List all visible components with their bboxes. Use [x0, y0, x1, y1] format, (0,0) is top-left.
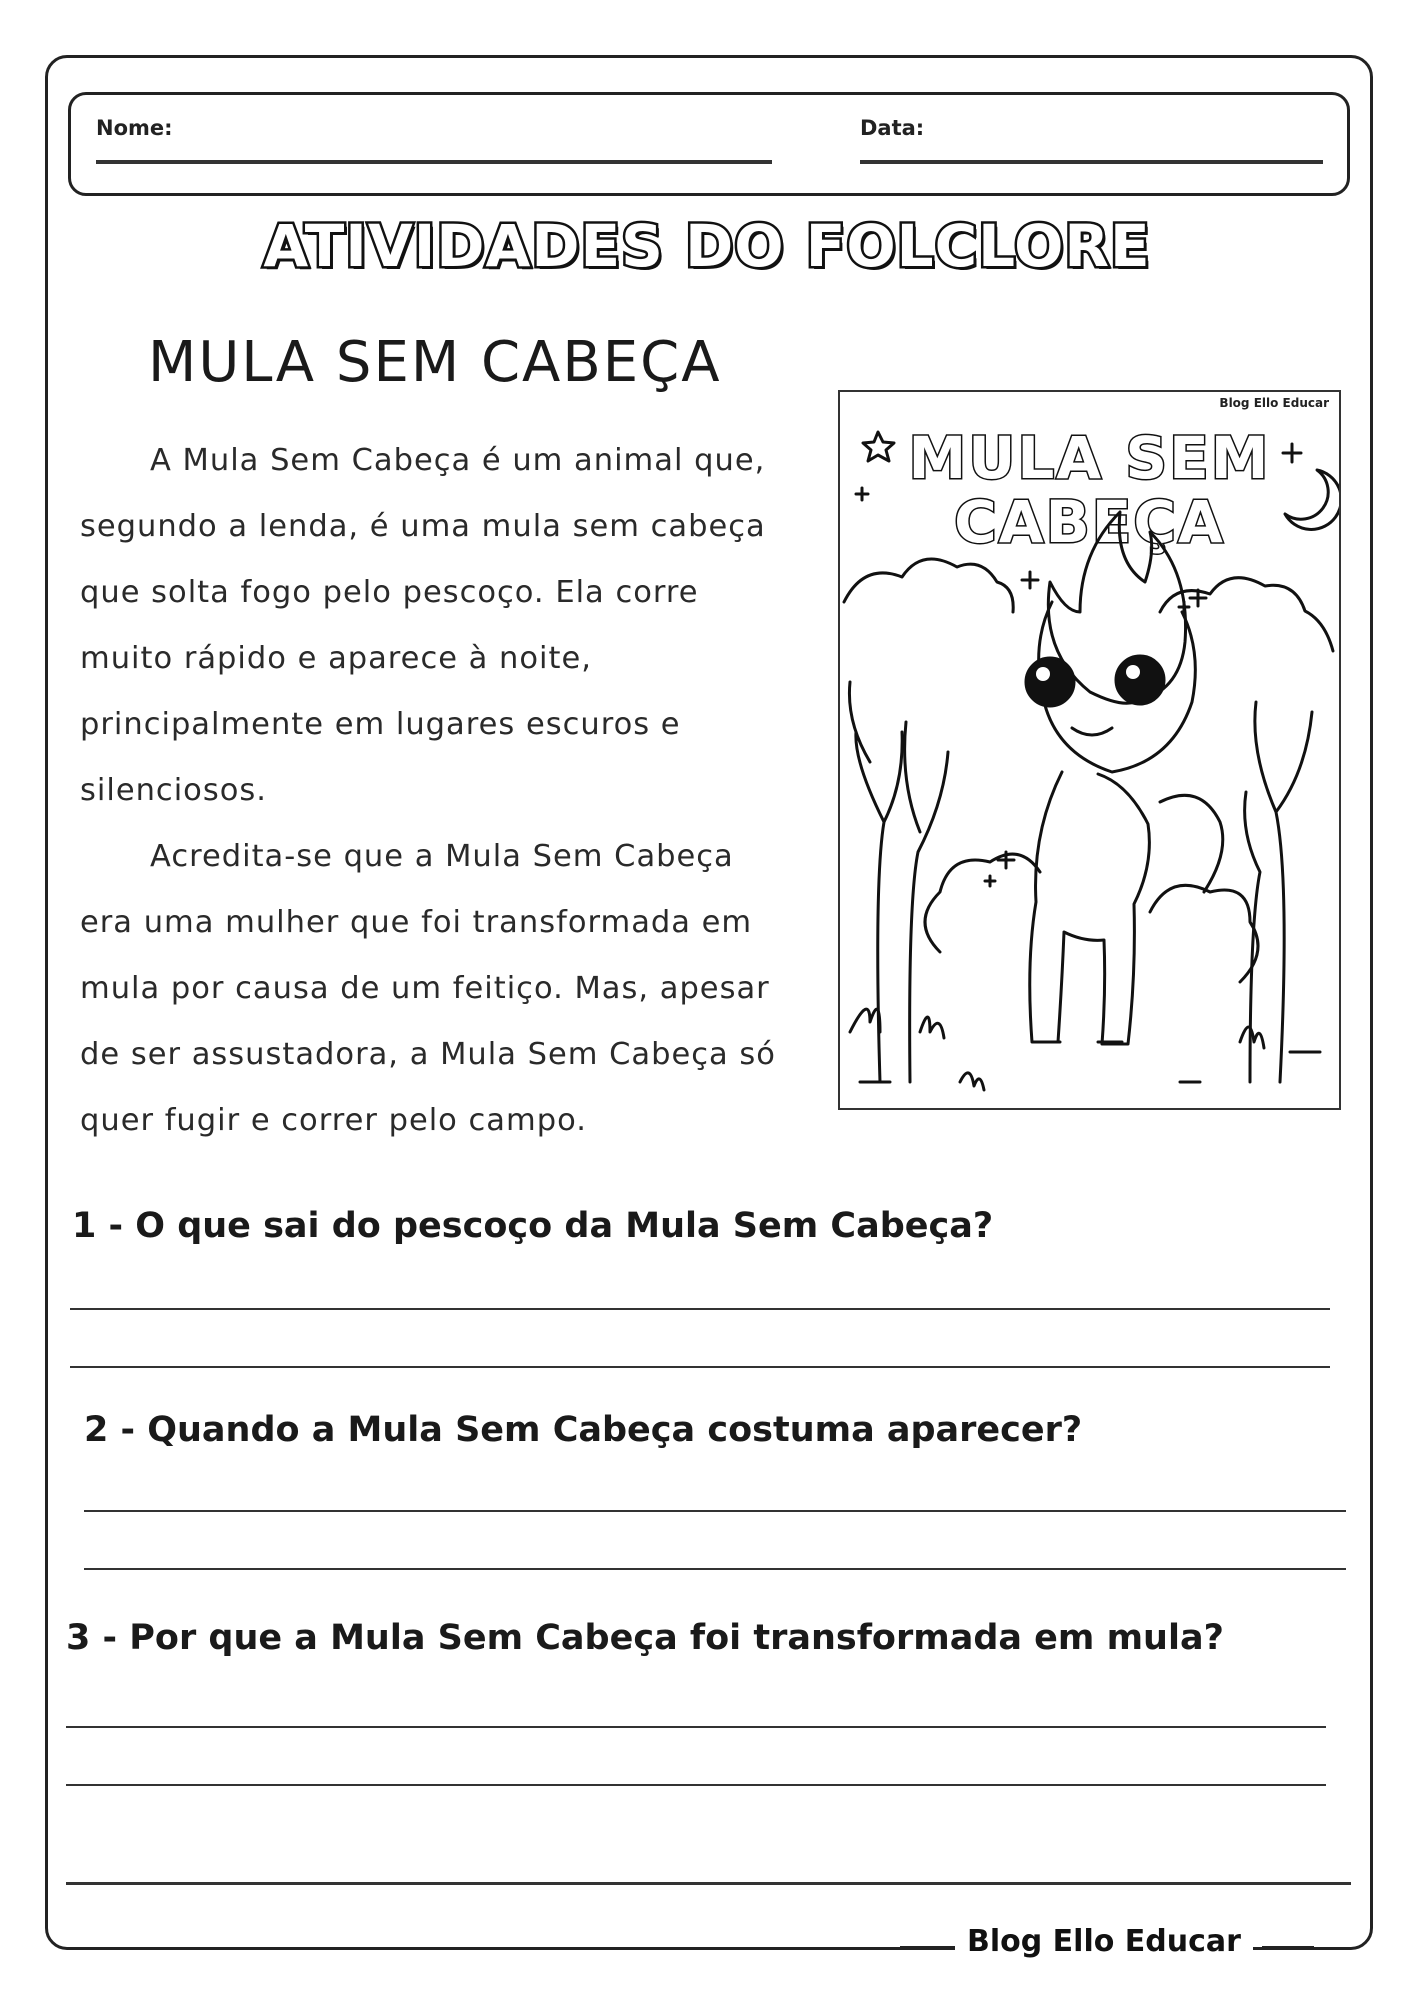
answer-line[interactable]	[66, 1784, 1326, 1786]
date-field[interactable]	[860, 160, 1323, 164]
story-text	[80, 428, 842, 1154]
footer-brand: Blog Ello Educar	[955, 1924, 1253, 1959]
story-line: silenciosos.	[80, 773, 267, 808]
footer-rule-right	[1262, 1946, 1314, 1949]
mule-drawing	[840, 392, 1339, 1108]
illustration-title-line2: CABEÇA	[954, 488, 1225, 556]
name-label: Nome:	[96, 116, 173, 140]
story-line: muito rápido e aparece à noite,	[80, 641, 592, 676]
answer-line[interactable]	[66, 1726, 1326, 1728]
answer-line[interactable]	[70, 1366, 1330, 1368]
star-icon	[863, 432, 894, 461]
coloring-illustration	[838, 390, 1341, 1110]
answer-line[interactable]	[84, 1510, 1346, 1512]
story-line: de ser assustadora, a Mula Sem Cabeça só	[80, 1037, 776, 1072]
header-box	[68, 92, 1350, 196]
answer-line[interactable]	[66, 1882, 1351, 1885]
sparkle-icon	[856, 488, 868, 500]
illustration-title-line1: MULA SEM	[908, 424, 1271, 492]
story-line: Acredita-se que a Mula Sem Cabeça	[150, 839, 734, 874]
page-title: ATIVIDADES DO FOLCLORE	[263, 212, 1151, 280]
sparkle-icon	[1283, 444, 1301, 462]
story-line: era uma mulher que foi transformada em	[80, 905, 753, 940]
question-2: 2 - Quando a Mula Sem Cabeça costuma aparecer?	[84, 1410, 1083, 1450]
illustration-caption: Blog Ello Educar	[1219, 396, 1329, 410]
moon-icon	[1285, 470, 1339, 529]
name-field[interactable]	[96, 160, 772, 164]
story-line: segundo a lenda, é uma mula sem cabeça	[80, 509, 766, 544]
story-line: mula por causa de um feitiço. Mas, apesar	[80, 971, 770, 1006]
story-title: MULA SEM CABEÇA	[148, 330, 722, 395]
question-3: 3 - Por que a Mula Sem Cabeça foi transformada em mula?	[66, 1618, 1224, 1658]
story-line: que solta fogo pelo pescoço. Ela corre	[80, 575, 699, 610]
answer-line[interactable]	[70, 1308, 1330, 1310]
date-label: Data:	[860, 116, 925, 140]
sparkle-icon	[1022, 572, 1038, 588]
story-line: principalmente em lugares escuros e	[80, 707, 681, 742]
story-line: A Mula Sem Cabeça é um animal que,	[150, 443, 766, 478]
story-line: quer fugir e correr pelo campo.	[80, 1103, 587, 1138]
mule-body	[1030, 772, 1150, 1044]
answer-line[interactable]	[84, 1568, 1346, 1570]
question-1: 1 - O que sai do pescoço da Mula Sem Cabeça?	[72, 1206, 994, 1246]
